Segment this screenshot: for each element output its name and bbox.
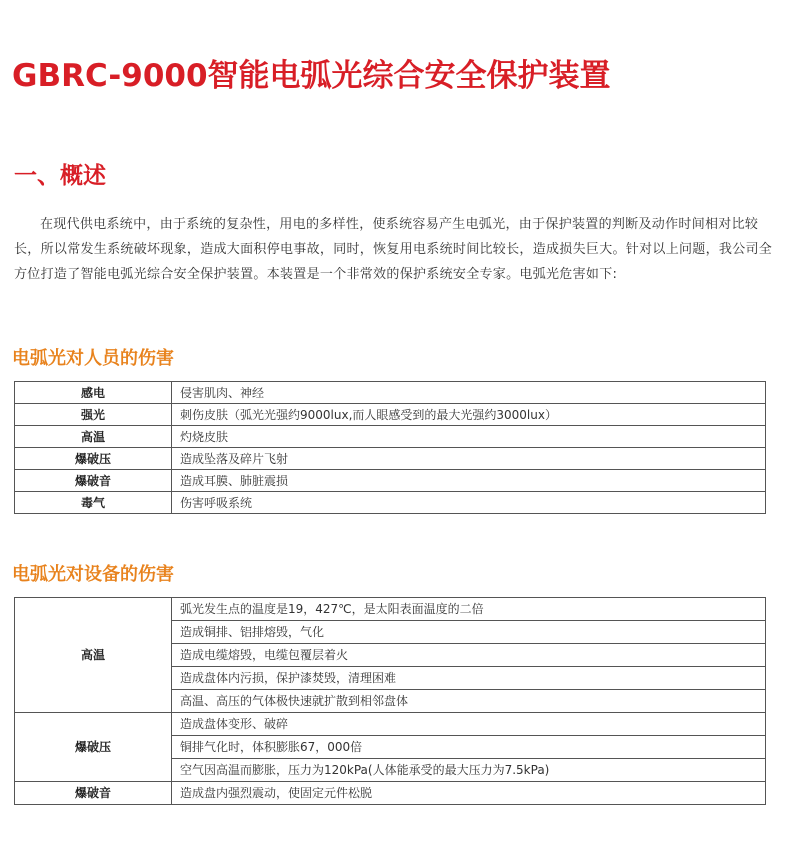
harm-type-cell: 爆破压 [15,448,172,470]
harm-type-cell: 爆破压 [15,713,172,782]
table-row [15,470,766,492]
harm-effect-cell: 造成耳膜、肺脏震损 [172,470,766,492]
harm-effect-cell: 造成盘体变形、破碎 [172,713,766,736]
equipment-harm-heading: 电弧光对设备的伤害 [12,564,174,585]
harm-effect-cell: 弧光发生点的温度是19，427℃，是太阳表面温度的二倍 [172,598,766,621]
harm-effect-cell: 造成坠落及碎片飞射 [172,448,766,470]
table-row [15,382,766,404]
harm-type-cell: 爆破音 [15,470,172,492]
harm-effect-cell: 刺伤皮肤（弧光光强约9000lux,而人眼感受到的最大光强约3000lux） [172,404,766,426]
page-title: GBRC-9000智能电弧光综合安全保护装置 [12,58,611,94]
overview-paragraph: 在现代供电系统中，由于系统的复杂性，用电的多样性，使系统容易产生电弧光，由于保护装置的判断及动作时间相对比较长，所以常发生系统破坏现象，造成大面积停电事故，同时，恢复用电系统时间比较长，造成损失巨大。针对以上问题，我公司全方位打造了智能电弧光综合安全保护装置。本装置是一个非常效的保护系统安全专家。电弧光危害如下: [14,217,773,282]
harm-effect-cell: 空气因高温而膨胀，压力为120kPa(人体能承受的最大压力为7.5kPa) [172,759,766,782]
harm-type-cell: 毒气 [15,492,172,514]
harm-effect-cell: 侵害肌肉、神经 [172,382,766,404]
harm-type-cell: 高温 [15,426,172,448]
harm-effect-cell: 铜排气化时，体积膨胀67，000倍 [172,736,766,759]
harm-effect-cell: 造成铜排、铝排熔毁，气化 [172,621,766,644]
table-row [15,426,766,448]
table-row [15,404,766,426]
harm-effect-cell: 造成电缆熔毁，电缆包覆层着火 [172,644,766,667]
harm-type-cell: 感电 [15,382,172,404]
table-row [15,713,766,736]
harm-effect-cell: 造成盘体内污损，保护漆焚毁，清理困难 [172,667,766,690]
overview-heading: 一、概述 [14,163,106,189]
personnel-harm-heading: 电弧光对人员的伤害 [12,348,174,369]
harm-type-cell: 高温 [15,598,172,713]
harm-type-cell: 爆破音 [15,782,172,805]
personnel-harm-table [14,381,766,514]
equipment-harm-table [14,597,766,805]
harm-effect-cell: 灼烧皮肤 [172,426,766,448]
harm-effect-cell: 造成盘内强烈震动，使固定元件松脱 [172,782,766,805]
table-row [15,782,766,805]
harm-effect-cell: 伤害呼吸系统 [172,492,766,514]
harm-type-cell: 强光 [15,404,172,426]
harm-effect-cell: 高温、高压的气体极快速就扩散到相邻盘体 [172,690,766,713]
table-row [15,448,766,470]
table-row [15,598,766,621]
table-row [15,492,766,514]
